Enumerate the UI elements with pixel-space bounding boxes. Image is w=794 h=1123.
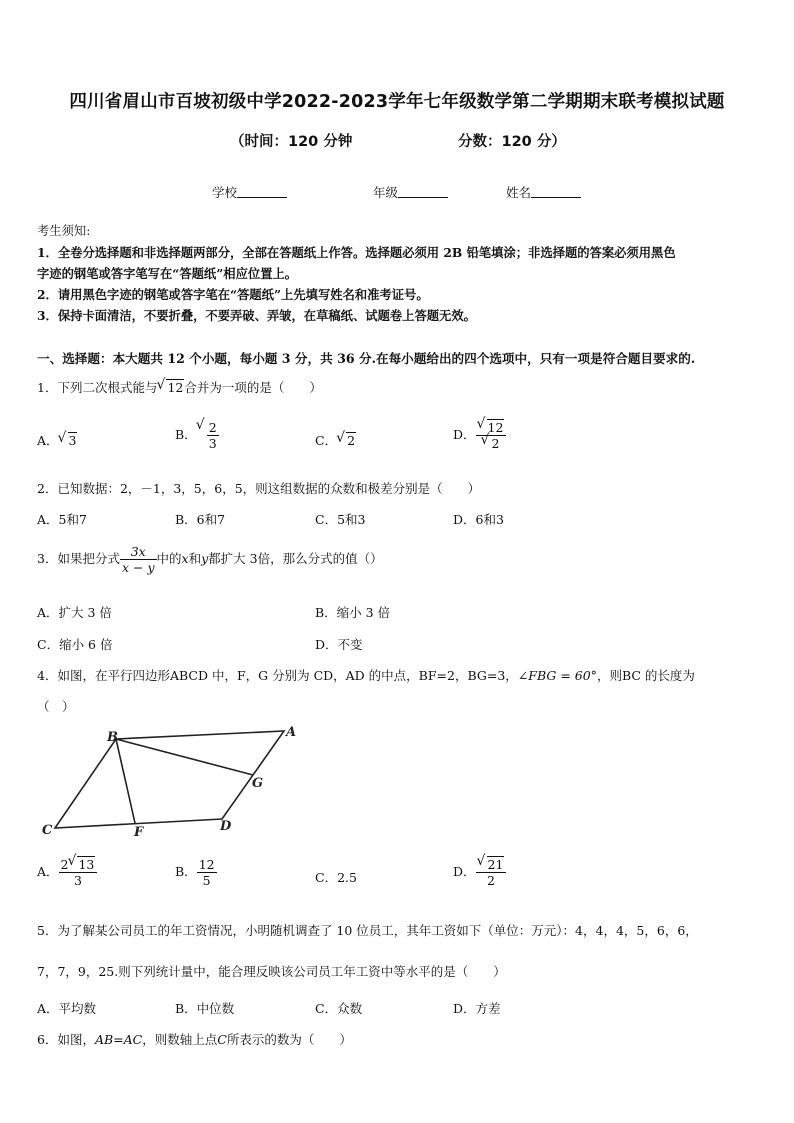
label-a: A	[286, 725, 297, 740]
segment-bf	[116, 739, 135, 823]
question-4: 4．如图，在平行四边形ABCD 中，F，G 分别为 CD，AD 的中点，BF=2，BG=3，∠FBG = 60°，则BC 的长度为	[37, 668, 695, 683]
q2-option-d: D．6和3	[453, 512, 504, 527]
question-2: 2．已知数据：2，－1，3，5，6，5，则这组数据的众数和极差分别是（ ）	[37, 481, 481, 496]
notice-item: 字迹的钢笔或答字笔写在“答题纸”相应位置上。	[37, 266, 298, 281]
q2-option-c: C．5和3	[315, 512, 366, 527]
question-6: 6．如图，AB=AC，则数轴上点C所表示的数为（ ）	[37, 1032, 352, 1047]
question-5: 5．为了解某公司员工的年工资情况，小明随机调查了 10 位员工，其年工资如下（单位：万元）：4，4，4，5，6，6，	[37, 923, 698, 938]
q1-option-a: A．√ 3	[37, 431, 77, 449]
notice-item: 2．请用黑色字迹的钢笔或答字笔在“答题纸”上先填写姓名和准考证号。	[37, 287, 429, 302]
q3-option-d: D．不变	[315, 637, 363, 652]
question-1: 1．下列二次根式能与√ 12合并为一项的是（ ）	[37, 378, 322, 396]
label-d: D	[220, 819, 232, 834]
q2-option-a: A．5和7	[37, 512, 87, 527]
question-3: 3．如果把分式 $\frac{3x}{x - y}$ 中的x和y都扩大 3倍，那么分式的值（）	[37, 544, 383, 575]
q3-option-b: B．缩小 3 倍	[315, 605, 391, 620]
q3-option-a: A．扩大 3 倍	[37, 605, 112, 620]
label-b: B	[107, 730, 118, 745]
q2-option-b: B．6和7	[175, 512, 226, 527]
q5-option-b: B．中位数	[175, 1001, 235, 1016]
q1-option-b: B． √ $\frac{2}{3}$	[175, 420, 219, 451]
label-f: F	[134, 825, 144, 840]
school-field: 学校	[212, 183, 287, 201]
name-field: 姓名	[506, 183, 581, 201]
notice-item: 3．保持卡面清洁，不要折叠，不要弄破、弄皱，在草稿纸、试题卷上答题无效。	[37, 308, 476, 323]
q4-option-b: B． $\frac{12}{5}$	[175, 857, 215, 888]
segment-bg	[116, 739, 253, 775]
time-limit: （时间：120 分钟	[230, 134, 353, 150]
section-heading: 一、选择题：本大题共 12 个小题，每小题 3 分，共 36 分.在每小题给出的四个选项中，只有一项是符合题目要求的.	[37, 351, 696, 366]
exam-title: 四川省眉山市百坡初级中学2022-2023学年七年级数学第二学期期末联考模拟试题	[69, 92, 725, 112]
label-c: C	[42, 823, 53, 838]
q3-option-c: C．缩小 6 倍	[37, 637, 113, 652]
q4-option-a: A． $\frac{2√ 13}{3}$	[37, 857, 97, 888]
q1-option-c: C．√ 2	[315, 431, 356, 449]
q4-option-d: D． √ $\frac{21}{2}$	[453, 857, 506, 888]
grade-field: 年级	[373, 183, 448, 201]
exam-notice	[37, 221, 767, 326]
label-g: G	[252, 776, 264, 791]
parallelogram-figure	[37, 722, 307, 840]
parallelogram-abcd	[55, 731, 284, 828]
q4-answer-paren: （ ）	[37, 699, 75, 714]
total-score: 分数：120 分）	[458, 134, 566, 150]
q5-option-a: A．平均数	[37, 1001, 97, 1016]
q5-option-d: D．方差	[453, 1001, 501, 1016]
notice-heading: 考生须知:	[37, 224, 91, 238]
q5-option-c: C．众数	[315, 1001, 363, 1016]
notice-item: 1．全卷分选择题和非选择题两部分，全部在答题纸上作答。选择题必须用 2B 铅笔填涂；非选择题的答案必须用黑色	[37, 245, 676, 260]
question-5-cont: 7，7，9，25.则下列统计量中，能合理反映该公司员工年工资中等水平的是（ ）	[37, 964, 506, 979]
q4-option-c: C．2.5	[315, 870, 357, 885]
q1-option-d: D． √ 12 √ 2	[453, 420, 506, 451]
